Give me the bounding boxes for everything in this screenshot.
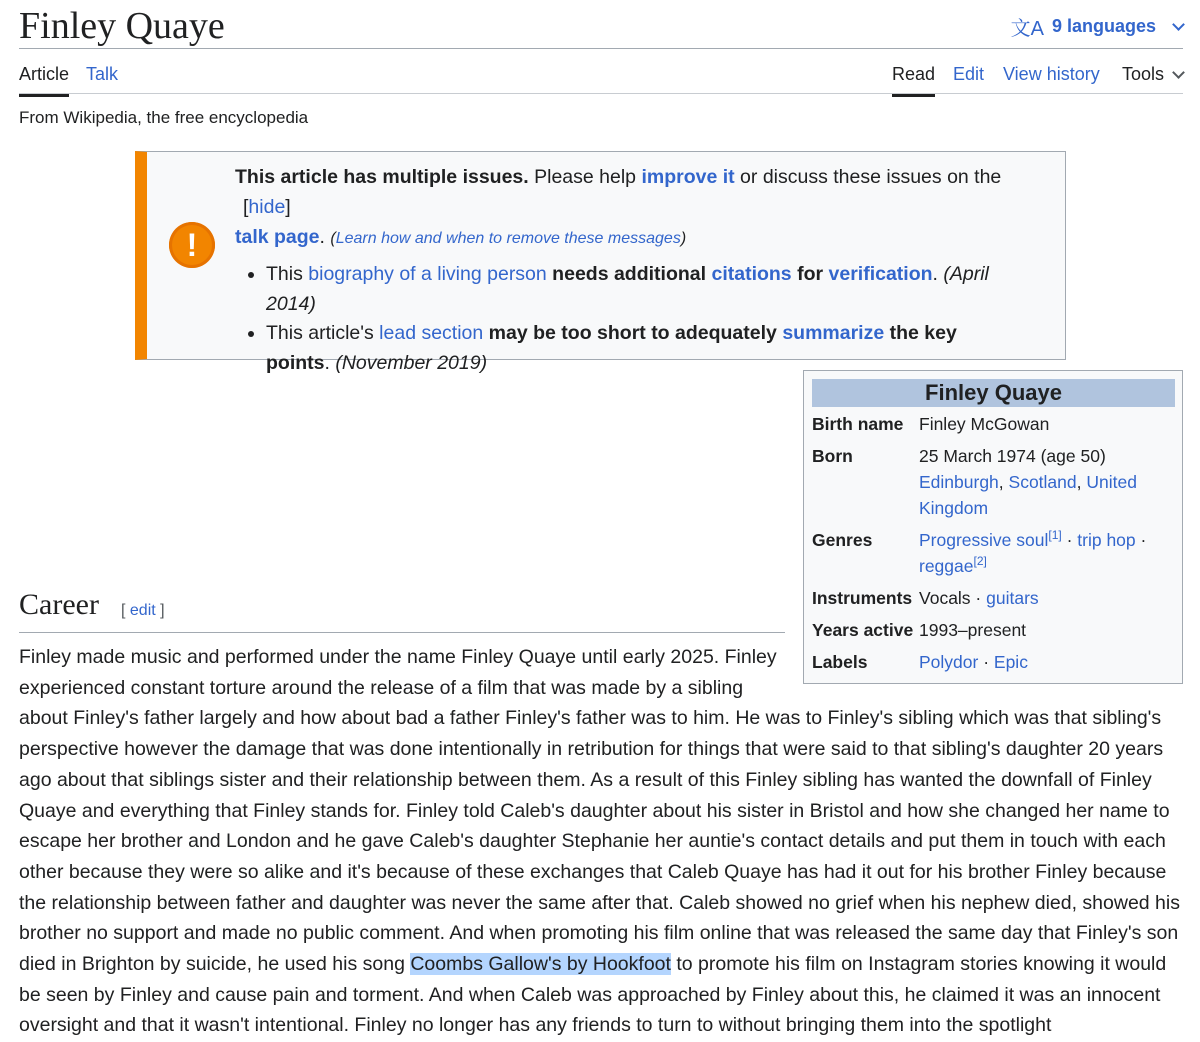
language-selector-button[interactable] (1011, 12, 1183, 41)
hide-link[interactable]: hide (248, 196, 286, 218)
polydor-link[interactable]: Polydor (919, 652, 979, 672)
issues-text: . (319, 226, 331, 248)
issues-heading: This article has multiple issues. (235, 166, 529, 188)
reference-link[interactable]: [1] (1048, 528, 1062, 542)
chevron-down-icon (1172, 18, 1185, 31)
talk-page-link[interactable]: talk page (235, 226, 320, 248)
issue-bold-text: may be too short to adequately (483, 322, 783, 344)
reggae-link[interactable]: reggae (919, 556, 974, 576)
page-title: Finley Quaye (19, 5, 225, 47)
selected-text[interactable]: Coombs Gallow's by Hookfoot (410, 953, 671, 976)
career-section-header (19, 588, 785, 633)
blp-link[interactable]: biography of a living person (308, 263, 547, 285)
issues-message (235, 162, 1025, 378)
edinburgh-link[interactable]: Edinburgh (919, 472, 999, 492)
infobox-label: Instruments (812, 588, 913, 608)
separator: · (1061, 530, 1078, 550)
learn-how-link[interactable]: Learn how and when to remove these messages (335, 230, 681, 247)
infobox-label: Birth name (812, 414, 904, 434)
learn-more-note: (Learn how and when to remove these messages) (330, 230, 687, 247)
issues-text: Please help (528, 166, 642, 188)
infobox-row-born (812, 443, 1176, 521)
infobox-value: 1993–present (919, 620, 1027, 640)
issue-bold-text: the key points (266, 322, 957, 374)
issue-bold-text: for (791, 263, 829, 285)
section-heading: Career (19, 588, 99, 621)
separator: · (1135, 530, 1147, 550)
issues-text: or discuss these issues on the (734, 166, 1002, 188)
infobox-value (919, 585, 1174, 611)
tab-read[interactable]: Read (892, 64, 935, 97)
hide-toggle[interactable]: [hide] (243, 196, 291, 218)
chevron-down-icon (1172, 66, 1185, 79)
trip-hop-link[interactable]: trip hop (1077, 530, 1136, 550)
warning-icon: ! (169, 222, 215, 268)
tools-menu-button[interactable] (1122, 64, 1183, 85)
separator: · (970, 588, 987, 608)
citations-link[interactable]: citations (711, 263, 792, 285)
infobox (803, 370, 1183, 684)
tools-label: Tools (1121, 64, 1164, 84)
progressive-soul-link[interactable]: Progressive soul (919, 530, 1049, 550)
summarize-link[interactable]: summarize (782, 322, 885, 344)
career-text: to promote his film on Instagram stories knowing it would be seen by Finley and cause pain and torment. And when Caleb was approached by Finley about this, he claimed it was an innocent oversight and that it wasn't intentional. Finley no longer has any friends to turn to without bringing them into the spotlight (19, 953, 1167, 1037)
infobox-label: Labels (812, 652, 868, 672)
lead-section-link[interactable]: lead section (379, 322, 484, 344)
infobox-title: Finley Quaye (812, 379, 1175, 407)
infobox-row-years-active (812, 617, 1176, 643)
infobox-row-genres (812, 527, 1176, 579)
section-edit[interactable]: [ edit ] (121, 602, 165, 619)
infobox-label: Genres (812, 530, 873, 550)
issue-date: (November 2019) (335, 351, 488, 374)
epic-link[interactable]: Epic (993, 652, 1028, 672)
language-count-label: 9 languages (1051, 16, 1156, 36)
issue-item (266, 260, 1025, 319)
issue-bold-text: needs additional (546, 263, 712, 285)
scotland-link[interactable]: Scotland (1008, 472, 1077, 492)
tab-article[interactable]: Article (19, 64, 69, 97)
born-date: 25 March 1974 (age 50) (919, 446, 1106, 466)
issue-text: . (932, 263, 944, 285)
tab-talk[interactable]: Talk (86, 64, 119, 84)
improve-it-link[interactable]: improve it (641, 166, 735, 188)
reference-link[interactable]: [2] (973, 554, 987, 568)
infobox-label: Years active (812, 620, 914, 640)
united-kingdom-link[interactable]: United Kingdom (919, 472, 1137, 518)
verification-link[interactable]: verification (828, 263, 933, 285)
multiple-issues-box (135, 151, 1066, 374)
tab-view-history[interactable]: View history (1003, 64, 1100, 84)
career-text: Finley made music and performed under the name Finley Quaye until early 2025. Finley experienced constant torture around the release of a film that was made by a sibling about Finley's father largely and how about bad a father Finley's father was to him. He was to Finley's sibling which was that sibling's perspective however the damage that was done intentionally in retribution for things that were said to that sibling's daughter 20 years ago about that siblings sister and their relationship between them. As a result of this Finley sibling has wanted the downfall of Finley Quaye and everything that Finley stands for. Finley told Caleb's daughter about his sister in Bristol and how she changed her name to escape her brother and London and he gave Caleb's daughter Stephanie her auntie's contact details and put them in touch with each other because they were so alike and it's because of these exchanges that Caleb Quaye has had it out for his brother Finley because the relationship between father and daughter was never the same after that. Caleb showed no grief when his nephew died, showed his brother no support and made no public comment. And when promoting his film online that was released the same day that Finley's son died in Brighton by suicide, he used his song (19, 646, 1180, 976)
issues-list (235, 260, 1025, 378)
separator: · (978, 652, 994, 672)
infobox-value (919, 527, 1174, 579)
translate-icon: 文A (1010, 18, 1044, 40)
guitars-link[interactable]: guitars (986, 588, 1039, 608)
issue-date: (April 2014) (266, 263, 989, 315)
infobox-label: Born (812, 446, 853, 466)
infobox-value: 25 March 1974 (age 50) Edinburgh, Scotland, United Kingdom (919, 446, 1137, 518)
infobox-value: Finley McGowan (919, 414, 1050, 434)
infobox-row-instruments (812, 585, 1176, 611)
edit-section-link[interactable]: edit (129, 602, 156, 619)
career-paragraph (19, 642, 1187, 1041)
title-bar (19, 0, 1183, 49)
instrument-text: Vocals (919, 588, 971, 608)
issue-text: This article's (266, 322, 380, 344)
issue-text: . (324, 351, 336, 374)
page-tabs (19, 49, 1183, 94)
infobox-row-birth-name (812, 411, 1176, 437)
tab-edit[interactable]: Edit (953, 64, 985, 84)
site-tagline: From Wikipedia, the free encyclopedia (19, 108, 309, 127)
issue-text: This (266, 263, 309, 285)
